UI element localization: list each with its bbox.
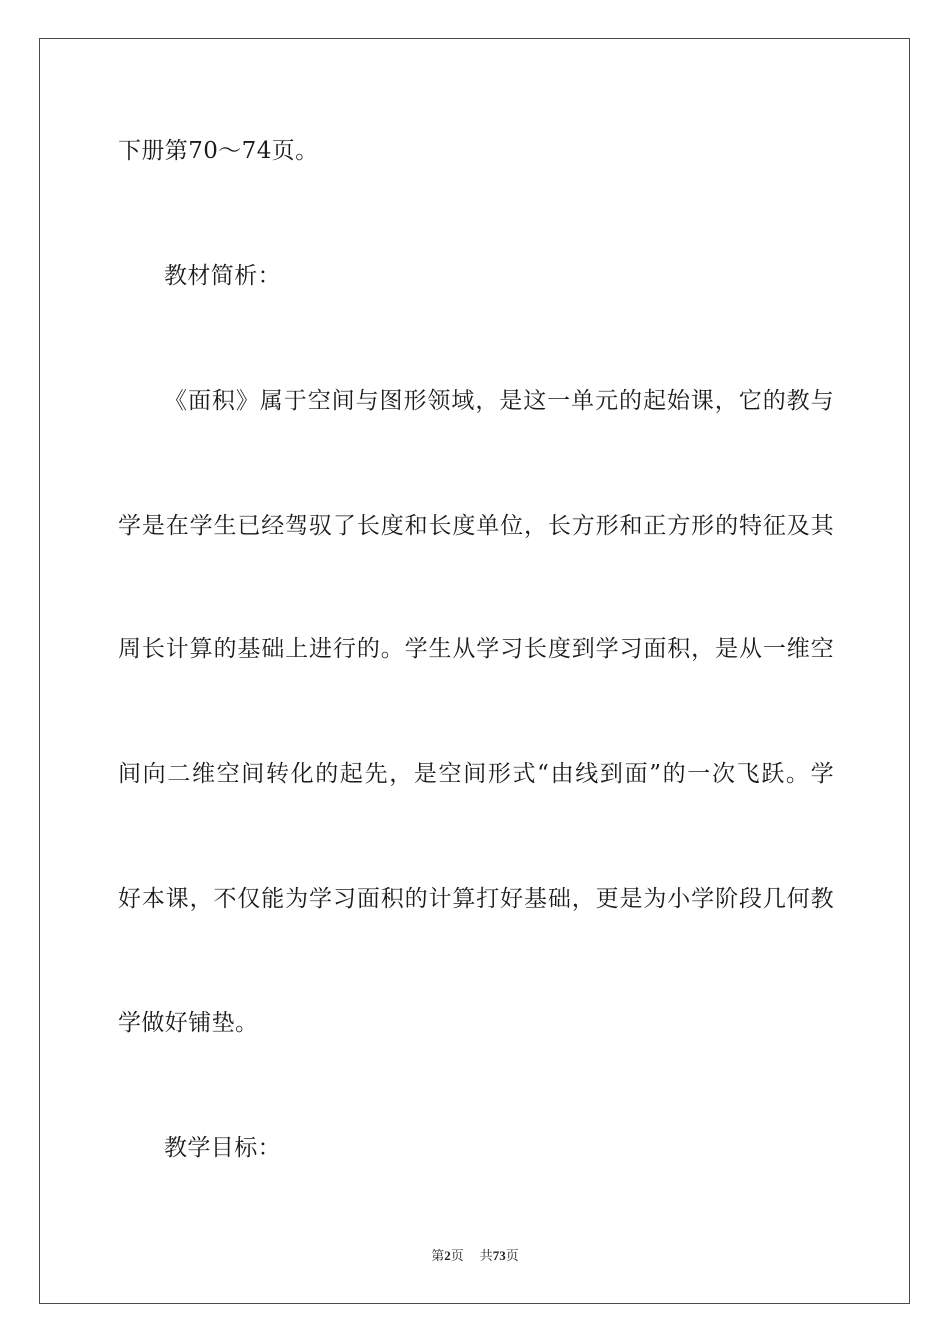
page-footer xyxy=(0,1247,950,1266)
paragraph-line-1: 《面积》属于空间与图形领域，是这一单元的起始课，它的教与 xyxy=(164,388,834,414)
paragraph-line-2: 学是在学生已经驾驭了长度和长度单位，长方形和正方形的特征及其 xyxy=(118,513,834,539)
paragraph-line-3: 周长计算的基础上进行的。学生从学习长度到学习面积，是从一维空 xyxy=(118,636,834,662)
footer-total-number: 73 xyxy=(492,1248,506,1263)
paragraph-line-5: 好本课，不仅能为学习面积的计算打好基础，更是为小学阶段几何教 xyxy=(118,886,834,912)
footer-page-prefix: 第 xyxy=(431,1249,445,1264)
footer-total-prefix: 共 xyxy=(479,1249,493,1264)
footer-page-number: 2 xyxy=(444,1248,451,1263)
footer-page-suffix: 页 xyxy=(450,1249,464,1264)
paragraph-line-6: 学做好铺垫。 xyxy=(118,1010,259,1036)
footer-total-suffix: 页 xyxy=(505,1249,519,1264)
section-heading-textbook-analysis: 教材简析： xyxy=(164,263,281,289)
text-line-1: 下册第70～74页。 xyxy=(118,138,319,164)
paragraph-line-4: 间向二维空间转化的起先，是空间形式“由线到面”的一次飞跃。学 xyxy=(118,761,834,787)
section-heading-teaching-objectives: 教学目标： xyxy=(164,1135,281,1161)
page-border xyxy=(39,38,910,1304)
